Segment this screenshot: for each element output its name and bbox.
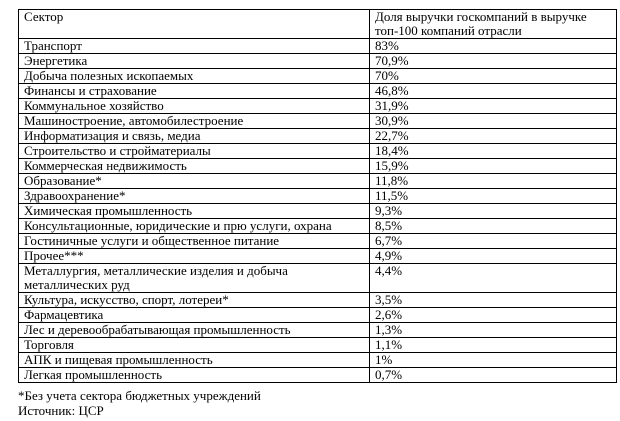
share-cell: 31,9% — [370, 99, 617, 114]
sector-cell: Транспорт — [19, 39, 370, 54]
share-cell: 11,8% — [370, 174, 617, 189]
sector-cell: Добыча полезных ископаемых — [19, 69, 370, 84]
sector-cell: Энергетика — [19, 54, 370, 69]
table-row — [19, 84, 617, 99]
sector-cell: Химическая промышленность — [19, 204, 370, 219]
table-row — [19, 219, 617, 234]
table-row — [19, 249, 617, 264]
sector-share-table — [18, 9, 617, 383]
table-row — [19, 174, 617, 189]
share-cell: 2,6% — [370, 308, 617, 323]
table-row — [19, 368, 617, 383]
sector-cell: Легкая промышленность — [19, 368, 370, 383]
table-row — [19, 39, 617, 54]
share-cell: 70% — [370, 69, 617, 84]
share-cell: 30,9% — [370, 114, 617, 129]
table-row — [19, 234, 617, 249]
share-cell: 1,1% — [370, 338, 617, 353]
table-row — [19, 144, 617, 159]
sector-cell: Торговля — [19, 338, 370, 353]
sector-cell: Коммерческая недвижимость — [19, 159, 370, 174]
sector-cell: Прочее*** — [19, 249, 370, 264]
sector-cell: Коммунальное хозяйство — [19, 99, 370, 114]
table-row — [19, 189, 617, 204]
table-row — [19, 54, 617, 69]
footnote: *Без учета сектора бюджетных учреждений — [18, 388, 261, 403]
sector-cell: Консультационные, юридические и прю услуги, охрана — [19, 219, 370, 234]
table-row — [19, 99, 617, 114]
table-row — [19, 338, 617, 353]
column-header-share: Доля выручки госкомпаний в выручке топ-100 компаний отрасли — [370, 10, 617, 39]
sector-cell: Металлургия, металлические изделия и добыча металлических руд — [19, 264, 370, 293]
table-row — [19, 293, 617, 308]
share-cell: 1,3% — [370, 323, 617, 338]
sector-cell: Машиностроение, автомобилестроение — [19, 114, 370, 129]
share-cell: 0,7% — [370, 368, 617, 383]
table-row — [19, 323, 617, 338]
table-row — [19, 204, 617, 219]
table-row — [19, 129, 617, 144]
table-row — [19, 353, 617, 368]
header-row — [19, 10, 617, 39]
sector-cell: Образование* — [19, 174, 370, 189]
sector-cell: Фармацевтика — [19, 308, 370, 323]
sector-cell: Информатизация и связь, медиа — [19, 129, 370, 144]
sector-cell: Строительство и стройматериалы — [19, 144, 370, 159]
share-cell: 15,9% — [370, 159, 617, 174]
table-row — [19, 264, 617, 293]
share-cell: 11,5% — [370, 189, 617, 204]
share-cell: 4,4% — [370, 264, 617, 293]
share-cell: 22,7% — [370, 129, 617, 144]
sector-cell: Культура, искусство, спорт, лотереи* — [19, 293, 370, 308]
share-cell: 18,4% — [370, 144, 617, 159]
share-cell: 70,9% — [370, 54, 617, 69]
share-cell: 8,5% — [370, 219, 617, 234]
sector-cell: Здравоохранение* — [19, 189, 370, 204]
sector-cell: Финансы и страхование — [19, 84, 370, 99]
source-note: Источник: ЦСР — [18, 403, 104, 418]
share-cell: 3,5% — [370, 293, 617, 308]
share-cell: 6,7% — [370, 234, 617, 249]
sector-cell: Гостиничные услуги и общественное питание — [19, 234, 370, 249]
table-row — [19, 69, 617, 84]
sector-cell: Лес и деревообрабатывающая промышленность — [19, 323, 370, 338]
sector-cell: АПК и пищевая промышленность — [19, 353, 370, 368]
column-header-sector: Сектор — [19, 10, 370, 39]
table-row — [19, 159, 617, 174]
share-cell: 9,3% — [370, 204, 617, 219]
table-row — [19, 114, 617, 129]
share-cell: 4,9% — [370, 249, 617, 264]
share-cell: 46,8% — [370, 84, 617, 99]
share-cell: 1% — [370, 353, 617, 368]
table-row — [19, 308, 617, 323]
share-cell: 83% — [370, 39, 617, 54]
